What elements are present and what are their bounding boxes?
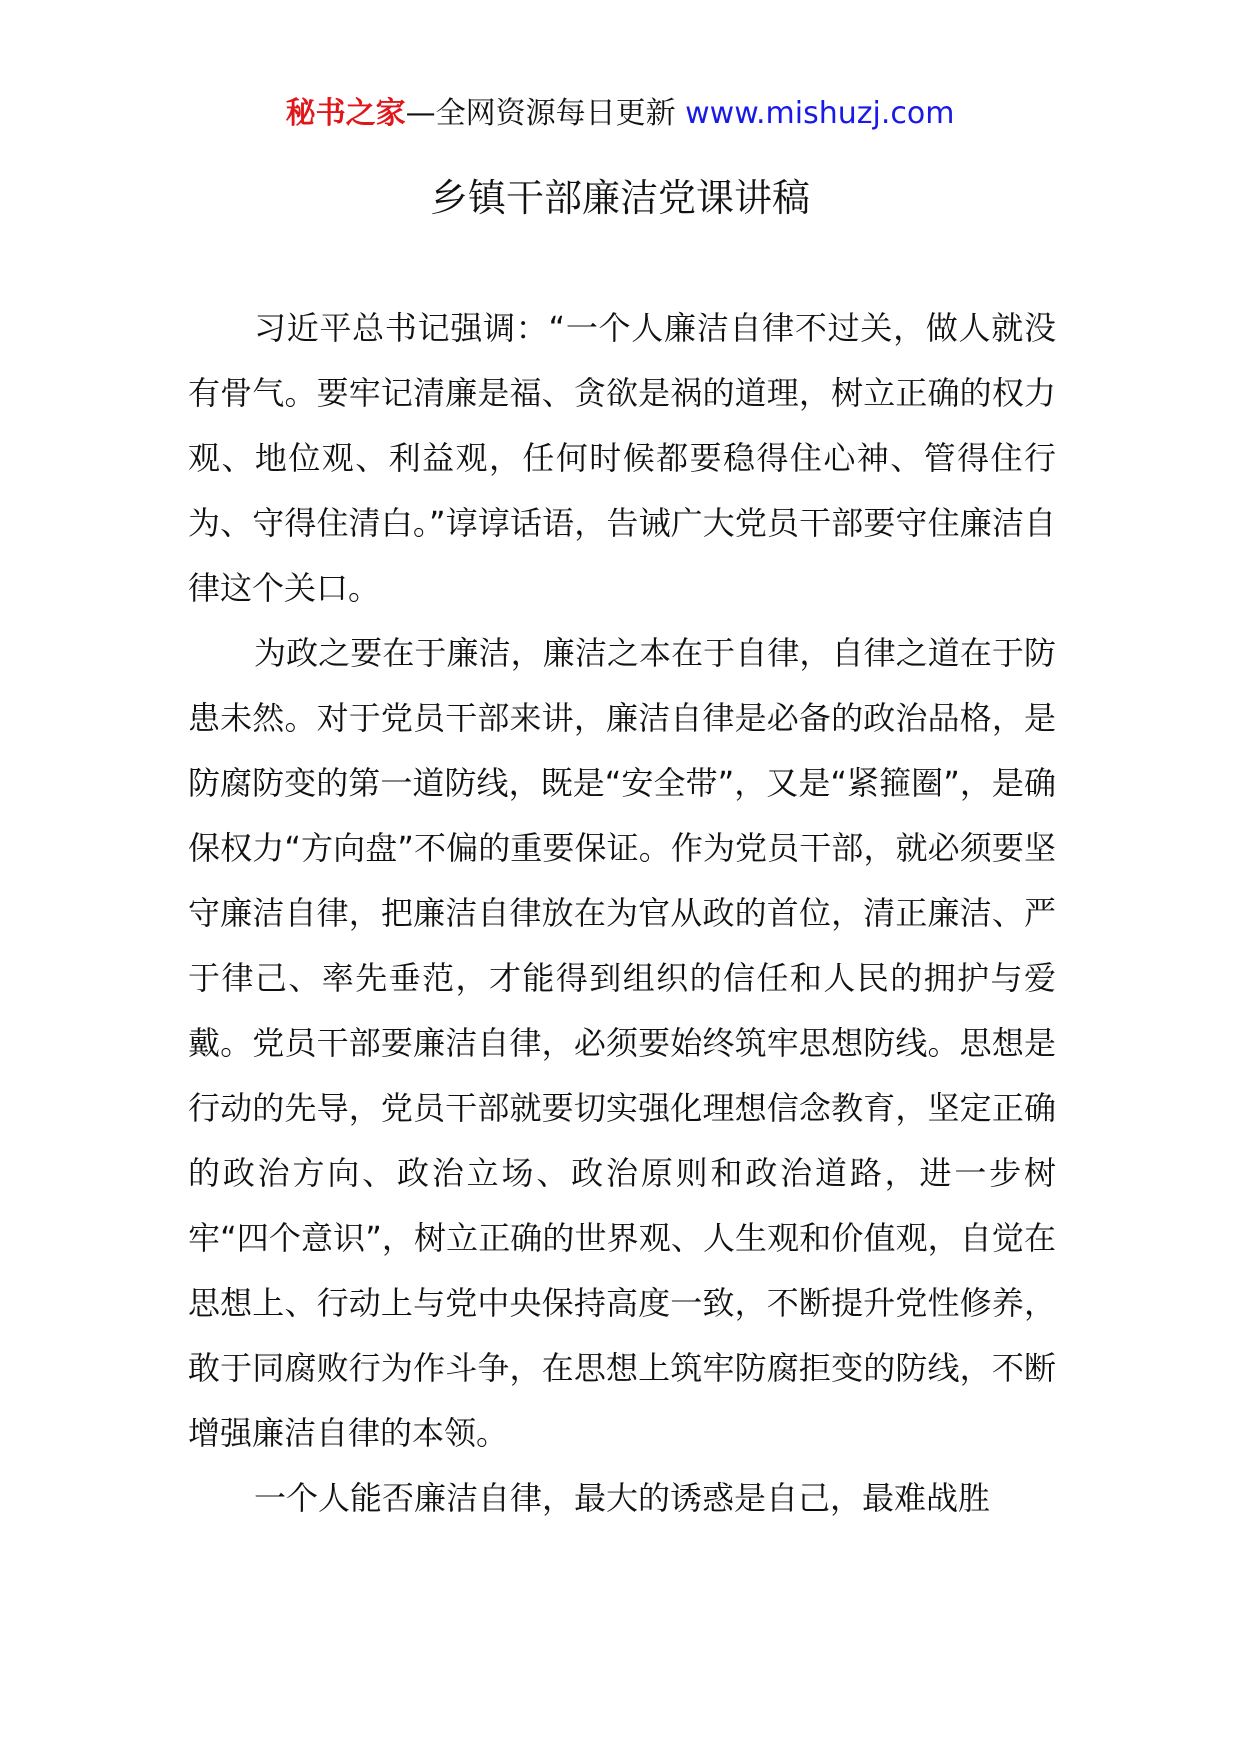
site-url[interactable]: www.mishuzj.com: [685, 96, 955, 131]
paragraph-2: 为政之要在于廉洁，廉洁之本在于自律，自律之道在于防患未然。对于党员干部来讲，廉洁自律是必备的政治品格，是防腐防变的第一道防线，既是“安全带”，又是“紧箍圈”，是确保权力“方向盘”不偏的重要保证。作为党员干部，就必须要坚守廉洁自律，把廉洁自律放在为官从政的首位，清正廉洁、严于律己、率先垂范，才能得到组织的信任和人民的拥护与爱戴。党员干部要廉洁自律，必须要始终筑牢思想防线。思想是行动的先导，党员干部就要切实强化理想信念教育，坚定正确的政治方向、政治立场、政治原则和政治道路，进一步树牢“四个意识”，树立正确的世界观、人生观和价值观，自觉在思想上、行动上与党中央保持高度一致，不断提升党性修养，敢于同腐败行为作斗争，在思想上筑牢防腐拒变的防线，不断增强廉洁自律的本领。: [188, 634, 1056, 1452]
paragraph-3: 一个人能否廉洁自律，最大的诱惑是自己，最难战胜: [254, 1479, 991, 1517]
document-title: 乡镇干部廉洁党课讲稿: [429, 176, 810, 220]
header-tagline: —全网资源每日更新: [405, 96, 686, 131]
brand-name: 秘书之家: [285, 96, 406, 131]
paragraph-1: 习近平总书记强调：“一个人廉洁自律不过关，做人就没有骨气。要牢记清廉是福、贪欲是祸的道理，树立正确的权力观、地位观、利益观，任何时候都要稳得住心神、管得住行为、守得住清白。”谆谆话语，告诫广大党员干部要守住廉洁自律这个关口。: [188, 309, 1056, 607]
document-body: [188, 296, 1056, 1531]
site-header: [0, 92, 1240, 136]
